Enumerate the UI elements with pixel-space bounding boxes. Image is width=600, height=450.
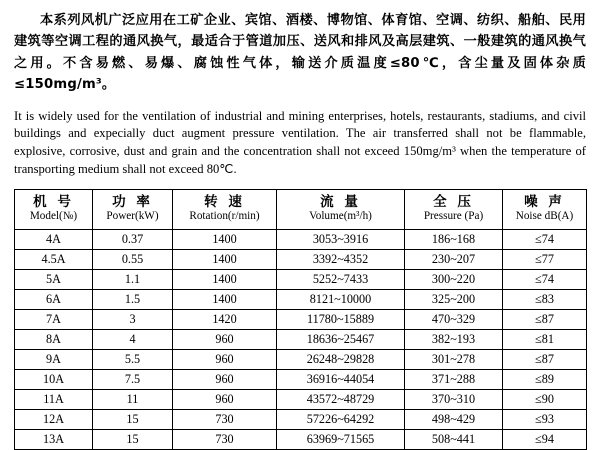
cell-model: 9A xyxy=(15,350,93,370)
cell-volume: 63969~71565 xyxy=(277,430,405,450)
cell-noise: ≤74 xyxy=(503,270,587,290)
cell-rotation: 960 xyxy=(173,350,277,370)
header-cell-noise xyxy=(503,190,587,230)
cell-pressure: 301~278 xyxy=(405,350,503,370)
header-en-model: Model(№) xyxy=(29,210,78,223)
table-row xyxy=(15,350,587,370)
cell-pressure: 498~429 xyxy=(405,410,503,430)
header-cn-rotation: 转 速 xyxy=(204,194,245,210)
cell-pressure: 230~207 xyxy=(405,250,503,270)
english-description-paragraph: It is widely used for the ventilation of industrial and mining enterprises, hotels, restaurants, stadiums, and civil buildings and expecially duct augment pressure ventilation. The air transferred shall not be flammable, explosive, corrosive, dust and grain and the concentration shall not exceed 150mg/m³ when the temperature of transporting medium shall not exceed 80℃. xyxy=(14,108,586,177)
cell-model: 6A xyxy=(15,290,93,310)
cell-power: 3 xyxy=(93,310,173,330)
header-en-volume: Volume(m³/h) xyxy=(309,210,372,223)
cell-volume: 43572~48729 xyxy=(277,390,405,410)
cell-power: 11 xyxy=(93,390,173,410)
cell-volume: 3392~4352 xyxy=(277,250,405,270)
cell-power: 0.37 xyxy=(93,230,173,250)
cell-model: 7A xyxy=(15,310,93,330)
cell-rotation: 960 xyxy=(173,330,277,350)
chinese-description-paragraph: 本系列风机广泛应用在工矿企业、宾馆、酒楼、博物馆、体育馆、空调、纺织、船舶、民用建筑等空调工程的通风换气，最适合于管道加压、送风和排风及高层建筑、一般建筑的通风换气之用。不含易燃、易爆、腐蚀性气体，输送介质温度≤80℃，含尘量及固体杂质≤150mg/m³。 xyxy=(14,13,586,93)
header-cell-power xyxy=(93,190,173,230)
cell-pressure: 186~168 xyxy=(405,230,503,250)
table-row xyxy=(15,250,587,270)
cell-rotation: 1420 xyxy=(173,310,277,330)
cell-model: 4A xyxy=(15,230,93,250)
cell-rotation: 730 xyxy=(173,410,277,430)
header-cn-noise: 噪 声 xyxy=(524,194,565,210)
cell-noise: ≤94 xyxy=(503,430,587,450)
cell-rotation: 1400 xyxy=(173,250,277,270)
cell-noise: ≤81 xyxy=(503,330,587,350)
cell-power: 1.5 xyxy=(93,290,173,310)
cell-power: 5.5 xyxy=(93,350,173,370)
header-cell-pressure xyxy=(405,190,503,230)
cell-pressure: 508~441 xyxy=(405,430,503,450)
cell-model: 13A xyxy=(15,430,93,450)
cell-volume: 8121~10000 xyxy=(277,290,405,310)
cell-volume: 26248~29828 xyxy=(277,350,405,370)
cell-noise: ≤77 xyxy=(503,250,587,270)
cell-pressure: 382~193 xyxy=(405,330,503,350)
cell-model: 8A xyxy=(15,330,93,350)
header-en-power: Power(kW) xyxy=(106,210,159,223)
table-row xyxy=(15,290,587,310)
table-row xyxy=(15,390,587,410)
table-row xyxy=(15,330,587,350)
cell-rotation: 1400 xyxy=(173,290,277,310)
cell-volume: 11780~15889 xyxy=(277,310,405,330)
specification-table xyxy=(14,189,587,450)
header-en-rotation: Rotation(r/min) xyxy=(189,210,260,223)
cell-pressure: 300~220 xyxy=(405,270,503,290)
table-body xyxy=(15,230,587,450)
cell-noise: ≤87 xyxy=(503,350,587,370)
header-cn-model: 机 号 xyxy=(33,194,74,210)
cell-volume: 18636~25467 xyxy=(277,330,405,350)
cell-noise: ≤93 xyxy=(503,410,587,430)
table-row xyxy=(15,410,587,430)
header-cn-volume: 流 量 xyxy=(320,194,361,210)
cell-noise: ≤74 xyxy=(503,230,587,250)
cell-volume: 5252~7433 xyxy=(277,270,405,290)
cell-volume: 3053~3916 xyxy=(277,230,405,250)
cell-pressure: 370~310 xyxy=(405,390,503,410)
cell-pressure: 470~329 xyxy=(405,310,503,330)
table-row xyxy=(15,230,587,250)
cell-model: 11A xyxy=(15,390,93,410)
cell-noise: ≤87 xyxy=(503,310,587,330)
cell-model: 4.5A xyxy=(15,250,93,270)
cell-power: 4 xyxy=(93,330,173,350)
cell-volume: 57226~64292 xyxy=(277,410,405,430)
cell-rotation: 960 xyxy=(173,390,277,410)
header-cell-rotation xyxy=(173,190,277,230)
cell-volume: 36916~44054 xyxy=(277,370,405,390)
cell-noise: ≤89 xyxy=(503,370,587,390)
header-en-noise: Noise dB(A) xyxy=(515,210,574,223)
header-cn-power: 功 率 xyxy=(112,194,153,210)
header-en-pressure: Pressure (Pa) xyxy=(423,210,484,223)
cell-power: 15 xyxy=(93,410,173,430)
cell-noise: ≤90 xyxy=(503,390,587,410)
cell-power: 0.55 xyxy=(93,250,173,270)
cell-model: 12A xyxy=(15,410,93,430)
cell-pressure: 371~288 xyxy=(405,370,503,390)
table-row xyxy=(15,310,587,330)
cell-model: 5A xyxy=(15,270,93,290)
table-header-row xyxy=(15,190,587,230)
cell-pressure: 325~200 xyxy=(405,290,503,310)
cell-power: 15 xyxy=(93,430,173,450)
table-row xyxy=(15,270,587,290)
cell-model: 10A xyxy=(15,370,93,390)
cell-power: 7.5 xyxy=(93,370,173,390)
cell-rotation: 730 xyxy=(173,430,277,450)
header-cn-pressure: 全 压 xyxy=(433,194,474,210)
cell-power: 1.1 xyxy=(93,270,173,290)
header-cell-model xyxy=(15,190,93,230)
cell-noise: ≤83 xyxy=(503,290,587,310)
table-row xyxy=(15,370,587,390)
cell-rotation: 960 xyxy=(173,370,277,390)
cell-rotation: 1400 xyxy=(173,230,277,250)
cell-rotation: 1400 xyxy=(173,270,277,290)
header-cell-volume xyxy=(277,190,405,230)
